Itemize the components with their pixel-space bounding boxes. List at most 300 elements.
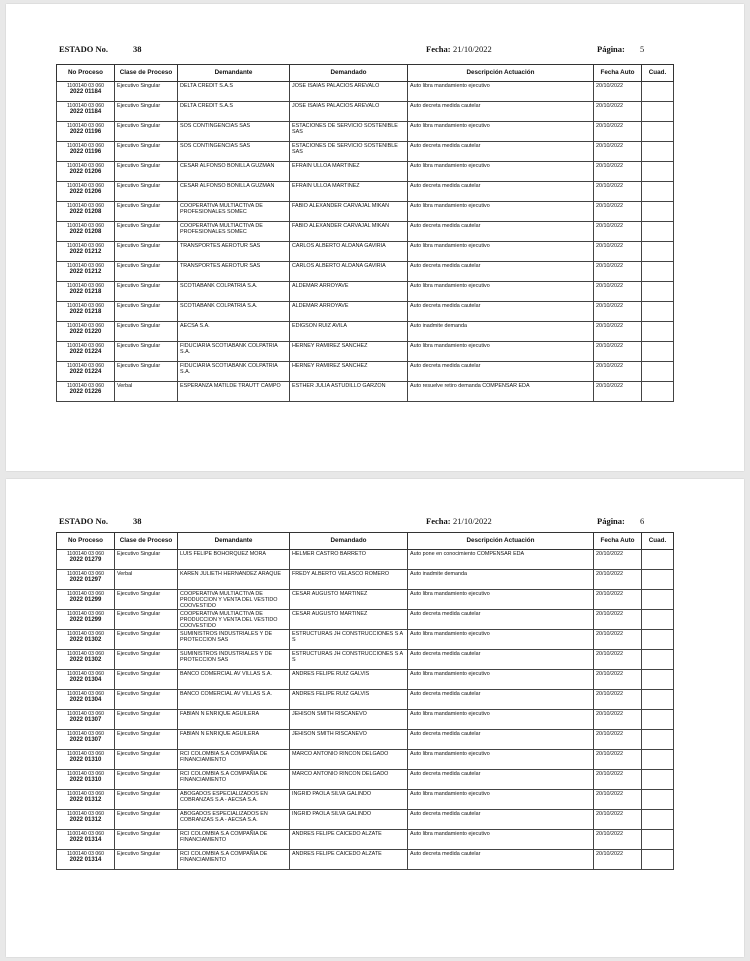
actuacion-cell: Auto resuelve retiro demanda COMPENSAR EDA: [408, 382, 594, 402]
actuacion-cell: Auto decreta medida cautelar: [408, 850, 594, 870]
proceso-number: 2022 01304: [69, 697, 102, 703]
fecha-auto-cell: 20/10/2022: [594, 550, 642, 570]
estado-label: ESTADO No.: [59, 516, 108, 526]
table-row: [57, 590, 674, 610]
clase-cell: Ejecutivo Singular: [115, 690, 178, 710]
proceso-cell: [57, 242, 115, 262]
demandado-cell: HERNEY RAMIREZ SANCHEZ: [290, 362, 408, 382]
proceso-cell: [57, 710, 115, 730]
demandante-cell: FABIAN N ENRIQUE AGUILERA: [178, 710, 290, 730]
cuad-cell: [642, 710, 674, 730]
proceso-cell: [57, 222, 115, 242]
cuad-cell: [642, 262, 674, 282]
demandante-cell: FIDUCIARIA SCOTIABANK COLPATRIA S.A.: [178, 362, 290, 382]
proceso-cell: [57, 670, 115, 690]
table-row: [57, 730, 674, 750]
fecha-auto-cell: 20/10/2022: [594, 750, 642, 770]
fecha-label: Fecha:: [426, 516, 451, 526]
demandante-cell: SCOTIABANK COLPATRIA S.A.: [178, 282, 290, 302]
demandado-cell: CARLOS ALBERTO ALDANA GAVIRIA: [290, 242, 408, 262]
fecha-auto-cell: 20/10/2022: [594, 302, 642, 322]
estado-label: ESTADO No.: [59, 44, 108, 54]
demandante-cell: BANCO COMERCIAL AV VILLAS S.A.: [178, 670, 290, 690]
demandado-cell: ESTACIONES DE SERVICIO SOSTENIBLE SAS: [290, 122, 408, 142]
proceso-number: 2022 01212: [69, 269, 102, 275]
actuacion-cell: Auto libra mandamiento ejecutivo: [408, 82, 594, 102]
col-header-proceso: No Proceso: [57, 533, 115, 550]
fecha-auto-cell: 20/10/2022: [594, 810, 642, 830]
demandante-cell: DELTA CREDIT S.A.S: [178, 82, 290, 102]
actuacion-cell: Auto pone en conocimiento COMPENSAR EDA: [408, 550, 594, 570]
proceso-number: 2022 01206: [69, 189, 102, 195]
proceso-code: 1100140 03 060: [66, 631, 105, 637]
cuad-cell: [642, 850, 674, 870]
actuacion-cell: Auto inadmite demanda: [408, 570, 594, 590]
cuad-cell: [642, 670, 674, 690]
fecha-auto-cell: 20/10/2022: [594, 610, 642, 630]
col-header-actuacion: Descripción Actuación: [408, 533, 594, 550]
demandante-cell: CESAR ALFONSO BONILLA GUZMAN: [178, 182, 290, 202]
proceso-code: 1100140 03 060: [66, 243, 105, 249]
demandante-cell: FABIAN N ENRIQUE AGUILERA: [178, 730, 290, 750]
demandante-cell: COOPERATIVA MULTIACTIVA DE PROFESIONALES SOMEC: [178, 222, 290, 242]
demandado-cell: ANDRES FELIPE CAICEDO ALZATE: [290, 850, 408, 870]
proceso-code: 1100140 03 060: [66, 611, 105, 617]
actuacion-cell: Auto libra mandamiento ejecutivo: [408, 670, 594, 690]
proceso-code: 1100140 03 060: [66, 771, 105, 777]
fecha-auto-cell: 20/10/2022: [594, 222, 642, 242]
proceso-code: 1100140 03 060: [66, 711, 105, 717]
demandado-cell: JOSE ISAIAS PALACIOS AREVALO: [290, 102, 408, 122]
proceso-cell: [57, 382, 115, 402]
demandado-cell: INGRID PAOLA SILVA GALINDO: [290, 790, 408, 810]
fecha-auto-cell: 20/10/2022: [594, 202, 642, 222]
proceso-number: 2022 01220: [69, 329, 102, 335]
cuad-cell: [642, 102, 674, 122]
table-row: [57, 202, 674, 222]
proceso-number: 2022 01312: [69, 817, 102, 823]
pagina-label: Página:: [597, 516, 625, 526]
demandante-cell: ABOGADOS ESPECIALIZADOS EN COBRANZAS S.A - AECSA S.A.: [178, 810, 290, 830]
table-row: [57, 302, 674, 322]
fecha-auto-cell: 20/10/2022: [594, 282, 642, 302]
cuad-cell: [642, 362, 674, 382]
table-row: [57, 610, 674, 630]
fecha-label: Fecha:: [426, 44, 451, 54]
actuacion-cell: Auto decreta medida cautelar: [408, 650, 594, 670]
proceso-code: 1100140 03 060: [66, 791, 105, 797]
cuad-cell: [642, 630, 674, 650]
actuacion-cell: Auto libra mandamiento ejecutivo: [408, 242, 594, 262]
proceso-number: 2022 01312: [69, 797, 102, 803]
page-header: [6, 44, 744, 60]
actuacion-cell: Auto libra mandamiento ejecutivo: [408, 202, 594, 222]
proceso-code: 1100140 03 060: [66, 751, 105, 757]
cuad-cell: [642, 790, 674, 810]
proceso-cell: [57, 262, 115, 282]
estado-table: [56, 532, 674, 870]
demandante-cell: SOS CONTINGENCIAS SAS: [178, 142, 290, 162]
table-row: [57, 570, 674, 590]
demandado-cell: JEHISON SMITH RISCANEVO: [290, 730, 408, 750]
col-header-clase: Clase de Proceso: [115, 65, 178, 82]
demandado-cell: ESTRUCTURAS JH CONSTRUCCIONES S A S: [290, 650, 408, 670]
proceso-cell: [57, 122, 115, 142]
proceso-cell: [57, 750, 115, 770]
actuacion-cell: Auto decreta medida cautelar: [408, 182, 594, 202]
fecha-auto-cell: 20/10/2022: [594, 362, 642, 382]
demandado-cell: ANDRES FELIPE RUIZ GALVIS: [290, 670, 408, 690]
actuacion-cell: Auto decreta medida cautelar: [408, 222, 594, 242]
clase-cell: Ejecutivo Singular: [115, 262, 178, 282]
actuacion-cell: Auto decreta medida cautelar: [408, 302, 594, 322]
proceso-cell: [57, 550, 115, 570]
proceso-cell: [57, 362, 115, 382]
proceso-number: 2022 01196: [69, 149, 102, 155]
demandante-cell: ABOGADOS ESPECIALIZADOS EN COBRANZAS S.A - AECSA S.A.: [178, 790, 290, 810]
fecha-auto-cell: 20/10/2022: [594, 342, 642, 362]
proceso-code: 1100140 03 060: [66, 223, 105, 229]
actuacion-cell: Auto libra mandamiento ejecutivo: [408, 790, 594, 810]
col-header-clase: Clase de Proceso: [115, 533, 178, 550]
proceso-number: 2022 01206: [69, 169, 102, 175]
proceso-code: 1100140 03 060: [66, 183, 105, 189]
cuad-cell: [642, 690, 674, 710]
clase-cell: Ejecutivo Singular: [115, 182, 178, 202]
cuad-cell: [642, 242, 674, 262]
actuacion-cell: Auto decreta medida cautelar: [408, 142, 594, 162]
demandado-cell: ESTHER JULIA ASTUDILLO GARZON: [290, 382, 408, 402]
demandado-cell: ESTACIONES DE SERVICIO SOSTENIBLE SAS: [290, 142, 408, 162]
proceso-number: 2022 01184: [69, 109, 102, 115]
demandante-cell: SUMINISTROS INDUSTRIALES Y DE PROTECCION SAS: [178, 630, 290, 650]
proceso-code: 1100140 03 060: [66, 343, 105, 349]
proceso-cell: [57, 770, 115, 790]
table-row: [57, 790, 674, 810]
clase-cell: Ejecutivo Singular: [115, 810, 178, 830]
actuacion-cell: Auto libra mandamiento ejecutivo: [408, 162, 594, 182]
clase-cell: Ejecutivo Singular: [115, 202, 178, 222]
table-row: [57, 650, 674, 670]
demandado-cell: FABIO ALEXANDER CARVAJAL MIKAN: [290, 222, 408, 242]
proceso-number: 2022 01184: [69, 89, 102, 95]
clase-cell: Ejecutivo Singular: [115, 710, 178, 730]
proceso-code: 1100140 03 060: [66, 383, 105, 389]
cuad-cell: [642, 610, 674, 630]
cuad-cell: [642, 810, 674, 830]
fecha-auto-cell: 20/10/2022: [594, 570, 642, 590]
col-header-actuacion: Descripción Actuación: [408, 65, 594, 82]
cuad-cell: [642, 750, 674, 770]
col-header-proceso: No Proceso: [57, 65, 115, 82]
cuad-cell: [642, 730, 674, 750]
fecha-value: 21/10/2022: [453, 44, 492, 54]
demandado-cell: HERNEY RAMIREZ SANCHEZ: [290, 342, 408, 362]
pagina-value: 6: [640, 516, 645, 526]
document-page-5: [6, 4, 744, 471]
proceso-code: 1100140 03 060: [66, 363, 105, 369]
cuad-cell: [642, 162, 674, 182]
table-row: [57, 690, 674, 710]
clase-cell: Ejecutivo Singular: [115, 770, 178, 790]
demandado-cell: EFRAIN ULLOA MARTINEZ: [290, 182, 408, 202]
demandado-cell: EFRAIN ULLOA MARTINEZ: [290, 162, 408, 182]
clase-cell: Ejecutivo Singular: [115, 790, 178, 810]
clase-cell: Ejecutivo Singular: [115, 82, 178, 102]
proceso-code: 1100140 03 060: [66, 303, 105, 309]
proceso-number: 2022 01208: [69, 229, 102, 235]
proceso-cell: [57, 590, 115, 610]
clase-cell: Ejecutivo Singular: [115, 590, 178, 610]
table-row: [57, 382, 674, 402]
clase-cell: Ejecutivo Singular: [115, 850, 178, 870]
cuad-cell: [642, 122, 674, 142]
demandado-cell: MARCO ANTONIO RINCON DELGADO: [290, 750, 408, 770]
demandado-cell: FABIO ALEXANDER CARVAJAL MIKAN: [290, 202, 408, 222]
proceso-code: 1100140 03 060: [66, 123, 105, 129]
col-header-demandante: Demandante: [178, 533, 290, 550]
proceso-cell: [57, 570, 115, 590]
demandante-cell: TRANSPORTES AEROTUR SAS: [178, 242, 290, 262]
proceso-cell: [57, 630, 115, 650]
demandante-cell: ESPERANZA MATILDE TRAUTT CAMPO: [178, 382, 290, 402]
table-header-row: [57, 533, 674, 550]
estado-number: 38: [133, 516, 142, 526]
actuacion-cell: Auto libra mandamiento ejecutivo: [408, 830, 594, 850]
clase-cell: Ejecutivo Singular: [115, 730, 178, 750]
proceso-code: 1100140 03 060: [66, 591, 105, 597]
estado-number: 38: [133, 44, 142, 54]
actuacion-cell: Auto libra mandamiento ejecutivo: [408, 590, 594, 610]
table-row: [57, 810, 674, 830]
pagina-value: 5: [640, 44, 645, 54]
table-row: [57, 102, 674, 122]
proceso-code: 1100140 03 060: [66, 263, 105, 269]
proceso-cell: [57, 342, 115, 362]
actuacion-cell: Auto decreta medida cautelar: [408, 610, 594, 630]
cuad-cell: [642, 142, 674, 162]
actuacion-cell: Auto decreta medida cautelar: [408, 362, 594, 382]
fecha-value: 21/10/2022: [453, 516, 492, 526]
demandado-cell: EDIGSON RUIZ AVILA: [290, 322, 408, 342]
fecha-auto-cell: 20/10/2022: [594, 830, 642, 850]
proceso-code: 1100140 03 060: [66, 571, 105, 577]
table-row: [57, 182, 674, 202]
proceso-code: 1100140 03 060: [66, 203, 105, 209]
clase-cell: Ejecutivo Singular: [115, 142, 178, 162]
cuad-cell: [642, 650, 674, 670]
col-header-demandado: Demandado: [290, 533, 408, 550]
proceso-number: 2022 01299: [69, 617, 102, 623]
actuacion-cell: Auto decreta medida cautelar: [408, 810, 594, 830]
proceso-number: 2022 01299: [69, 597, 102, 603]
demandado-cell: HELMER CASTRO BARRETO: [290, 550, 408, 570]
clase-cell: Ejecutivo Singular: [115, 242, 178, 262]
cuad-cell: [642, 342, 674, 362]
table-row: [57, 750, 674, 770]
table-row: [57, 82, 674, 102]
proceso-number: 2022 01310: [69, 777, 102, 783]
demandante-cell: SCOTIABANK COLPATRIA S.A.: [178, 302, 290, 322]
proceso-number: 2022 01279: [69, 557, 102, 563]
proceso-number: 2022 01196: [69, 129, 102, 135]
fecha-auto-cell: 20/10/2022: [594, 630, 642, 650]
cuad-cell: [642, 570, 674, 590]
demandante-cell: CESAR ALFONSO BONILLA GUZMAN: [178, 162, 290, 182]
clase-cell: Ejecutivo Singular: [115, 302, 178, 322]
fecha-auto-cell: 20/10/2022: [594, 730, 642, 750]
actuacion-cell: Auto libra mandamiento ejecutivo: [408, 710, 594, 730]
fecha-auto-cell: 20/10/2022: [594, 122, 642, 142]
demandante-cell: KAREN JULIETH HERNANDEZ ARAQUE: [178, 570, 290, 590]
table-row: [57, 770, 674, 790]
actuacion-cell: Auto decreta medida cautelar: [408, 690, 594, 710]
fecha-auto-cell: 20/10/2022: [594, 82, 642, 102]
proceso-cell: [57, 162, 115, 182]
table-row: [57, 222, 674, 242]
demandado-cell: FREDY ALBERTO VELASCO ROMERO: [290, 570, 408, 590]
demandante-cell: LUIS FELIPE BOHORQUEZ MORA: [178, 550, 290, 570]
demandante-cell: SOS CONTINGENCIAS SAS: [178, 122, 290, 142]
clase-cell: Ejecutivo Singular: [115, 222, 178, 242]
proceso-code: 1100140 03 060: [66, 811, 105, 817]
cuad-cell: [642, 550, 674, 570]
proceso-number: 2022 01297: [69, 577, 102, 583]
clase-cell: Ejecutivo Singular: [115, 122, 178, 142]
fecha-auto-cell: 20/10/2022: [594, 590, 642, 610]
proceso-cell: [57, 730, 115, 750]
col-header-fecha: Fecha Auto: [594, 533, 642, 550]
table-row: [57, 362, 674, 382]
fecha-auto-cell: 20/10/2022: [594, 690, 642, 710]
cuad-cell: [642, 830, 674, 850]
demandante-cell: RCI COLOMBIA S.A COMPAÑIA DE FINANCIAMIENTO: [178, 750, 290, 770]
demandado-cell: JEHISON SMITH RISCANEVO: [290, 710, 408, 730]
proceso-number: 2022 01226: [69, 389, 102, 395]
proceso-code: 1100140 03 060: [66, 651, 105, 657]
proceso-code: 1100140 03 060: [66, 283, 105, 289]
demandado-cell: JOSE ISAIAS PALACIOS AREVALO: [290, 82, 408, 102]
clase-cell: Ejecutivo Singular: [115, 322, 178, 342]
demandante-cell: COOPERATIVA MULTIACTIVA DE PRODUCCION Y VENTA DEL VESTIDO COOVESTIDO: [178, 590, 290, 610]
proceso-code: 1100140 03 060: [66, 143, 105, 149]
demandado-cell: ALDEMAR ARROYAVE: [290, 282, 408, 302]
clase-cell: Ejecutivo Singular: [115, 750, 178, 770]
cuad-cell: [642, 222, 674, 242]
demandante-cell: COOPERATIVA MULTIACTIVA DE PROFESIONALES SOMEC: [178, 202, 290, 222]
clase-cell: Ejecutivo Singular: [115, 610, 178, 630]
proceso-code: 1100140 03 060: [66, 163, 105, 169]
actuacion-cell: Auto decreta medida cautelar: [408, 770, 594, 790]
proceso-cell: [57, 142, 115, 162]
cuad-cell: [642, 590, 674, 610]
clase-cell: Ejecutivo Singular: [115, 630, 178, 650]
proceso-cell: [57, 302, 115, 322]
table-row: [57, 322, 674, 342]
proceso-cell: [57, 830, 115, 850]
fecha-auto-cell: 20/10/2022: [594, 710, 642, 730]
table-row: [57, 262, 674, 282]
table-row: [57, 142, 674, 162]
proceso-code: 1100140 03 060: [66, 551, 105, 557]
col-header-cuad: Cuad.: [642, 65, 674, 82]
table-row: [57, 670, 674, 690]
cuad-cell: [642, 202, 674, 222]
proceso-cell: [57, 282, 115, 302]
page-header: [6, 516, 744, 532]
clase-cell: Ejecutivo Singular: [115, 550, 178, 570]
fecha-auto-cell: 20/10/2022: [594, 650, 642, 670]
clase-cell: Ejecutivo Singular: [115, 650, 178, 670]
proceso-number: 2022 01307: [69, 737, 102, 743]
proceso-code: 1100140 03 060: [66, 671, 105, 677]
actuacion-cell: Auto libra mandamiento ejecutivo: [408, 750, 594, 770]
demandante-cell: COOPERATIVA MULTIACTIVA DE PRODUCCION Y VENTA DEL VESTIDO COOVESTIDO: [178, 610, 290, 630]
proceso-number: 2022 01218: [69, 309, 102, 315]
proceso-code: 1100140 03 060: [66, 731, 105, 737]
clase-cell: Ejecutivo Singular: [115, 162, 178, 182]
actuacion-cell: Auto libra mandamiento ejecutivo: [408, 282, 594, 302]
cuad-cell: [642, 770, 674, 790]
demandante-cell: BANCO COMERCIAL AV VILLAS S.A.: [178, 690, 290, 710]
table-row: [57, 550, 674, 570]
demandado-cell: MARCO ANTONIO RINCON DELGADO: [290, 770, 408, 790]
demandado-cell: INGRID PAOLA SILVA GALINDO: [290, 810, 408, 830]
actuacion-cell: Auto libra mandamiento ejecutivo: [408, 630, 594, 650]
demandado-cell: ALDEMAR ARROYAVE: [290, 302, 408, 322]
proceso-number: 2022 01310: [69, 757, 102, 763]
demandado-cell: ANDRES FELIPE CAICEDO ALZATE: [290, 830, 408, 850]
proceso-cell: [57, 182, 115, 202]
proceso-number: 2022 01218: [69, 289, 102, 295]
clase-cell: Verbal: [115, 382, 178, 402]
proceso-number: 2022 01302: [69, 637, 102, 643]
demandante-cell: FIDUCIARIA SCOTIABANK COLPATRIA S.A.: [178, 342, 290, 362]
table-row: [57, 122, 674, 142]
clase-cell: Ejecutivo Singular: [115, 670, 178, 690]
demandado-cell: CESAR AUGUSTO MARTINEZ: [290, 610, 408, 630]
actuacion-cell: Auto decreta medida cautelar: [408, 730, 594, 750]
table-row: [57, 710, 674, 730]
proceso-cell: [57, 102, 115, 122]
proceso-cell: [57, 690, 115, 710]
proceso-number: 2022 01307: [69, 717, 102, 723]
fecha-auto-cell: 20/10/2022: [594, 242, 642, 262]
clase-cell: Ejecutivo Singular: [115, 342, 178, 362]
proceso-number: 2022 01208: [69, 209, 102, 215]
proceso-cell: [57, 850, 115, 870]
document-page-6: [6, 479, 744, 957]
proceso-cell: [57, 650, 115, 670]
proceso-number: 2022 01302: [69, 657, 102, 663]
fecha-auto-cell: 20/10/2022: [594, 182, 642, 202]
col-header-fecha: Fecha Auto: [594, 65, 642, 82]
demandante-cell: RCI COLOMBIA S.A COMPAÑIA DE FINANCIAMIENTO: [178, 770, 290, 790]
table-row: [57, 850, 674, 870]
proceso-number: 2022 01224: [69, 349, 102, 355]
fecha-auto-cell: 20/10/2022: [594, 142, 642, 162]
cuad-cell: [642, 302, 674, 322]
col-header-demandante: Demandante: [178, 65, 290, 82]
fecha-auto-cell: 20/10/2022: [594, 162, 642, 182]
table-header-row: [57, 65, 674, 82]
table-row: [57, 162, 674, 182]
cuad-cell: [642, 182, 674, 202]
proceso-code: 1100140 03 060: [66, 691, 105, 697]
clase-cell: Ejecutivo Singular: [115, 282, 178, 302]
proceso-cell: [57, 810, 115, 830]
table-row: [57, 830, 674, 850]
